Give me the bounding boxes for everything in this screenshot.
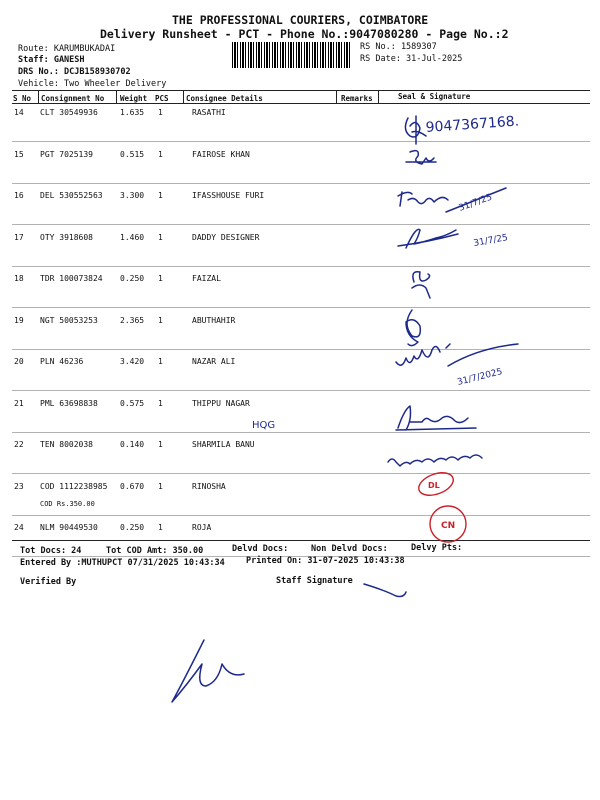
- row-weight: 0.250: [120, 274, 145, 283]
- staff-signature-mark: [364, 584, 406, 597]
- row-weight: 0.515: [120, 150, 145, 159]
- row-pcs: 1: [158, 233, 163, 242]
- row-sno: 18: [14, 274, 24, 283]
- row-weight: 0.250: [120, 523, 145, 532]
- row-sno: 20: [14, 357, 24, 366]
- route-label: Route: KARUMBUKADAI: [18, 44, 116, 54]
- row-sno: 15: [14, 150, 24, 159]
- row-consignee: FAIROSE KHAN: [192, 150, 250, 159]
- row-consignment-no: PLN 46236: [40, 357, 84, 366]
- rs-date: RS Date: 31-Jul-2025: [360, 54, 463, 64]
- drs-number: DRS No.: DCJB158930702: [18, 67, 131, 77]
- col-header-seal-signature: Seal & Signature: [398, 92, 471, 101]
- runsheet-subtitle: Delivery Runsheet - PCT - Phone No.:9047080280 - Page No.:2: [100, 27, 509, 41]
- total-docs: Tot Docs: 24: [20, 546, 82, 556]
- row-pcs: 1: [158, 150, 163, 159]
- row-consignee: THIPPU NAGAR: [192, 399, 250, 408]
- verified-by: Verified By: [20, 577, 77, 587]
- row-sno: 22: [14, 440, 24, 449]
- handwritten-margin-note: HQG: [252, 420, 276, 431]
- col-header-consignment: Consignment No: [41, 94, 105, 103]
- row-sno: 16: [14, 191, 24, 200]
- row-consignee: ROJA: [192, 523, 212, 532]
- staff-signature-label: Staff Signature: [276, 576, 353, 586]
- stamp-row24-text: CN: [441, 521, 456, 531]
- row-consignment-no: PML 63698838: [40, 399, 98, 408]
- vehicle-label: Vehicle: Two Wheeler Delivery: [18, 79, 167, 89]
- row-consignee: ABUTHAHIR: [192, 316, 236, 325]
- row-pcs: 1: [158, 523, 163, 532]
- stamp-row23-text: DL: [428, 481, 440, 490]
- signature-row15: [406, 151, 436, 164]
- row-pcs: 1: [158, 440, 163, 449]
- row-consignment-no: CLT 30549936: [40, 108, 98, 117]
- row-pcs: 1: [158, 108, 163, 117]
- col-header-consignee: Consignee Details: [186, 94, 263, 103]
- row-sno: 24: [14, 523, 24, 532]
- signature-bottom: [172, 640, 244, 702]
- row-weight: 2.365: [120, 316, 145, 325]
- row-pcs: 1: [158, 399, 163, 408]
- row-consignment-no: COD 1112238985: [40, 482, 108, 491]
- row-consignee: DADDY DESIGNER: [192, 233, 260, 242]
- row-weight: 0.140: [120, 440, 145, 449]
- non-delivered-docs: Non Delvd Docs:: [311, 544, 388, 554]
- row-cod-note: COD Rs.350.00: [40, 500, 95, 508]
- row-pcs: 1: [158, 191, 163, 200]
- row-weight: 3.420: [120, 357, 145, 366]
- row-consignment-no: TEN 8002038: [40, 440, 93, 449]
- col-header-weight: Weight: [120, 94, 148, 103]
- row-sno: 19: [14, 316, 24, 325]
- row-consignment-no: NGT 50053253: [40, 316, 98, 325]
- row-consignee: RASATHI: [192, 108, 226, 117]
- row-consignment-no: OTY 3918608: [40, 233, 93, 242]
- handwritten-phone: 9047367168.: [425, 113, 520, 136]
- row-consignee: NAZAR ALI: [192, 357, 236, 366]
- staff-label: Staff: GANESH: [18, 55, 85, 65]
- handwritten-date-17: 31/7/25: [472, 233, 509, 249]
- row-sno: 14: [14, 108, 24, 117]
- row-weight: 0.670: [120, 482, 145, 491]
- row-weight: 3.300: [120, 191, 145, 200]
- row-consignment-no: PGT 7025139: [40, 150, 93, 159]
- row-sno: 23: [14, 482, 24, 491]
- row-pcs: 1: [158, 274, 163, 283]
- col-header-remarks: Remarks: [341, 94, 373, 103]
- row-pcs: 1: [158, 482, 163, 491]
- signature-row16: [398, 192, 448, 206]
- row-weight: 0.575: [120, 399, 145, 408]
- signature-row18: [412, 272, 430, 298]
- row-consignee: RINOSHA: [192, 482, 226, 491]
- row-sno: 17: [14, 233, 24, 242]
- row-consignment-no: TDR 100073824: [40, 274, 103, 283]
- total-cod-amount: Tot COD Amt: 350.00: [106, 546, 204, 556]
- row-consignee: SHARMILA BANU: [192, 440, 255, 449]
- row-consignee: FAIZAL: [192, 274, 221, 283]
- printed-on: Printed On: 31-07-2025 10:43:38: [246, 556, 405, 566]
- row-consignee: IFASSHOUSE FURI: [192, 191, 265, 200]
- col-header-pcs: PCS: [155, 94, 169, 103]
- handwritten-date-16: 31/7/25: [457, 192, 494, 214]
- delivery-points: Delvy Pts:: [411, 543, 463, 553]
- row-consignment-no: NLM 90449530: [40, 523, 98, 532]
- row-consignment-no: DEL 530552563: [40, 191, 103, 200]
- entered-by: Entered By :MUTHUPCT 07/31/2025 10:43:34: [20, 558, 225, 568]
- row-pcs: 1: [158, 357, 163, 366]
- company-title: THE PROFESSIONAL COURIERS, COIMBATORE: [172, 13, 429, 27]
- signature-row19: [406, 310, 420, 346]
- row-weight: 1.460: [120, 233, 145, 242]
- signature-row22: [388, 455, 482, 466]
- signature-row14: [405, 116, 426, 144]
- row-sno: 21: [14, 399, 24, 408]
- handwritten-date-20: 31/7/2025: [456, 367, 504, 388]
- row-pcs: 1: [158, 316, 163, 325]
- delivered-docs: Delvd Docs:: [232, 544, 289, 554]
- col-header-sno: S No: [13, 94, 32, 103]
- signature-row17: [398, 229, 458, 248]
- signature-row21: [396, 406, 476, 430]
- row-weight: 1.635: [120, 108, 145, 117]
- rs-number: RS No.: 1589307: [360, 42, 437, 52]
- signature-row20: [396, 344, 518, 366]
